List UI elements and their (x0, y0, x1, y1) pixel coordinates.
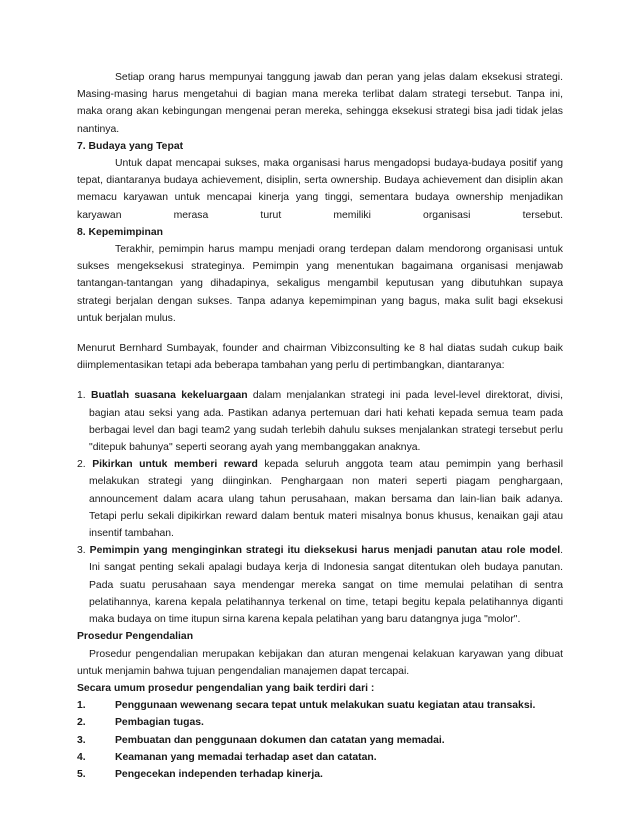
addition-item-number: 3. (77, 545, 86, 557)
prosedur-item-number: 3. (77, 734, 86, 746)
prosedur-item-4 (77, 749, 563, 766)
prosedur-item-number: 2. (77, 717, 86, 729)
addition-item-3 (77, 542, 563, 628)
prosedur-item-3 (77, 732, 563, 749)
prosedur-list (77, 697, 563, 783)
prosedur-heading: Prosedur Pengendalian (77, 631, 194, 643)
prosedur-item-text: Pembuatan dan penggunaan dokumen dan catatan yang memadai. (115, 734, 445, 746)
prosedur-item-5 (77, 766, 563, 783)
prosedur-item-2 (77, 714, 563, 731)
prosedur-body: Prosedur pengendalian merupakan kebijakan dan aturan mengenai kelakuan karyawan yang dibuat untuk menjamin bahwa tujuan pengendalian manajemen dapat tercapai. (77, 648, 563, 677)
addition-item-lead: Pemimpin yang menginginkan strategi itu dieksekusi harus menjadi panutan atau role model (89, 545, 561, 557)
addition-item-lead: Pikirkan untuk memberi reward (92, 459, 258, 471)
addition-item-text: . Ini sangat penting sekali apalagi budaya kerja di Indonesia sangat ditentukan oleh budaya panutan. Pada suatu perusahaan saya mendengar mereka sangat on time memulai pelatihan di sentra pelatihannya, karena kepala pelatihannya terkenal on time, tetapi begitu kepala pelatihannya diganti maka budaya on time itupun sirna karena kepala pelatihan yang baru datangnya juga "molor". (89, 545, 563, 626)
section-8-heading: 8. Kepemimpinan (77, 226, 164, 238)
prosedur-item-number: 5. (77, 768, 86, 780)
prosedur-item-text: Pembagian tugas. (115, 717, 204, 729)
prosedur-item-text: Pengecekan independen terhadap kinerja. (115, 768, 323, 780)
prosedur-item-number: 4. (77, 751, 86, 763)
intro-paragraph: Setiap orang harus mempunyai tanggung jawab dan peran yang jelas dalam eksekusi strategi. Masing-masing harus mengetahui di bagian mana mereka terlibat dalam strategi tersebut. Tanpa ini, maka orang akan kebingungan mengenai peran mereka, sehingga eksekusi strategi bisa jadi tidak jelas nantinya. (77, 72, 563, 135)
addition-item-number: 1. (77, 390, 86, 402)
addition-item-text: dalam menjalankan strategi ini pada level-level direktorat, divisi, bagian atau seksi yang ada. Pastikan adanya pertemuan dari hati kehati kepada semua team pada berbagai level dan bagi team2 yang sudah terlebih dahulu sukses menjalankan strategi tersebut perlu "ditepuk bahunya" seperti seorang ayah yang membanggakan anaknya. (89, 390, 564, 454)
prosedur-item-text: Keamanan yang memadai terhadap aset dan catatan. (115, 751, 377, 763)
section-7-body: Untuk dapat mencapai sukses, maka organisasi harus mengadopsi budaya-budaya positif yang tepat, diantaranya budaya achievement, disiplin, serta ownership. Budaya achievement dan disiplin akan memacu karyawan untuk mencapai kinerja yang tinggi, sementara budaya ownership menjadikan karyawan merasa turut memiliki organisasi tersebut. (77, 158, 563, 221)
prosedur-item-1 (77, 697, 563, 714)
addition-item-number: 2. (77, 459, 86, 471)
section-8-body: Terakhir, pemimpin harus mampu menjadi orang terdepan dalam mendorong organisasi untuk sukses mengeksekusi strateginya. Pemimpin yang menentukan bagaimana organisasi menjawab tantangan-tantangan yang dihadapinya, sekaligus mengambil keputusan yang dibutuhkan supaya strategi berjalan dengan sukses. Tanpa adanya kepemimpinan yang bagus, maka sulit bagi eksekusi untuk berjalan mulus. (77, 244, 563, 324)
prosedur-list-title: Secara umum prosedur pengendalian yang baik terdiri dari : (77, 682, 375, 694)
addition-item-lead: Buatlah suasana kekeluargaan (90, 390, 248, 402)
prosedur-item-text: Penggunaan wewenang secara tepat untuk melakukan suatu kegiatan atau transaksi. (115, 700, 536, 712)
addition-item-text: kepada seluruh anggota team atau pemimpin yang berhasil melakukan strategi yang diinginkan. Penghargaan non materi seperti piagam penghargaan, announcement dalam acara ulang tahun perusahaan, makan bersama dan lain-lian baik adanya. Tetapi perlu sekali dipikirkan reward dalam bentuk materi misalnya bonus khusus, kenaikan gaji atau insentif tambahan. (89, 459, 564, 540)
prosedur-item-number: 1. (77, 700, 86, 712)
section-7-heading: 7. Budaya yang Tepat (77, 140, 184, 152)
addition-item-2 (77, 456, 563, 542)
addition-item-1 (77, 387, 563, 456)
addition-list (77, 387, 563, 628)
bernhard-paragraph: Menurut Bernhard Sumbayak, founder and chairman Vibizconsulting ke 8 hal diatas sudah cukup baik diimplementasikan tetapi ada beberapa tambahan yang perlu di pertimbangkan, diantaranya: (77, 343, 563, 372)
